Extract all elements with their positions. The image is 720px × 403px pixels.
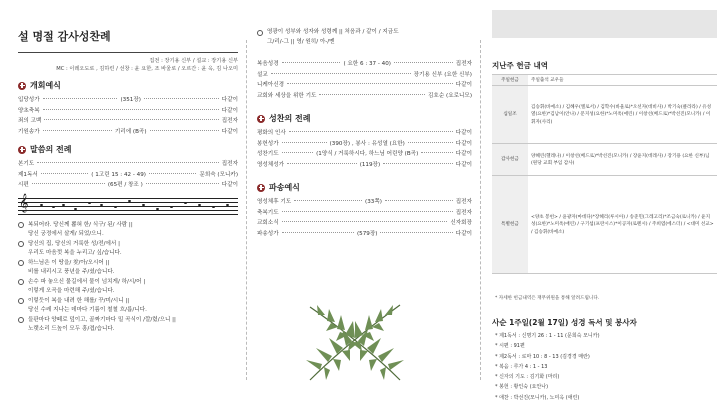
credit-line: 집전 : 장기용 신부 / 설교 : 장기용 신부: [149, 58, 238, 64]
row-person: 집전자: [221, 161, 238, 167]
row-person: 다같이: [455, 151, 472, 157]
section-title: 파송예식: [269, 183, 300, 192]
row-detail: 기리에 (B곡): [114, 128, 147, 135]
row-detail: (351장): [120, 97, 141, 103]
palm-branch-icon: [290, 285, 420, 385]
right-column: [487, 10, 717, 400]
row-name: 영성체성가: [257, 161, 285, 168]
psalm-verse: 복되어라. 당신께 뽑혀 한/ 식구/ 된/ 사람 ||: [18, 221, 238, 231]
order-row: [257, 218, 472, 229]
circle-icon: [18, 241, 24, 247]
order-list: [257, 59, 472, 101]
order-row: [257, 91, 472, 102]
row-name: 죄의 고백: [18, 118, 42, 124]
row-name: 교회소식: [257, 220, 279, 226]
psalm-verse: 손수 파 놓으신 물길에서 물이 넘치게/ 하/시/어 |: [18, 278, 238, 288]
psalm-verse: 하느님은 이 땅을/ 찾/아/오시어 ||: [18, 259, 238, 269]
circle-icon: [18, 317, 24, 323]
circle-icon: [18, 222, 24, 228]
row-name: 성찬기도: [257, 151, 279, 157]
cross-icon: [18, 82, 26, 90]
psalm-response: 이렇게 오곡을 마련해 주/셨/습니다.: [28, 288, 115, 294]
section-title: 개회예식: [30, 81, 61, 90]
row-person: 다같이: [221, 128, 239, 135]
cross-icon: [18, 146, 26, 154]
row-person: 문희숙 (모니카): [199, 171, 239, 178]
order-row: [18, 159, 238, 170]
order-row: [257, 70, 472, 81]
week-title: 사순 1주일(2월 17일) 성경 독서 및 봉사자: [492, 318, 637, 327]
offering-table: [492, 74, 717, 274]
row-person: 장기용 신부 (요한 신부): [413, 71, 472, 78]
treble-clef-icon: 𝄞: [19, 192, 29, 212]
psalm-verse: 당신의 집, 당신의 거룩한 성/전/에서 |: [18, 240, 238, 250]
order-row: [257, 149, 472, 160]
row-person: 다같이: [221, 107, 238, 114]
list-item: * 봉헌 : 황인숙 (요안나): [495, 384, 549, 391]
row-detail: ( 요한 6 : 37 - 40): [343, 61, 391, 67]
row-person: 다같이: [455, 130, 472, 136]
psalm-response: 노랫소리 드높이 모두 흥/겹/습니다.: [28, 326, 115, 332]
row-name: 입당성가: [18, 97, 40, 103]
order-row: [18, 170, 238, 181]
offering-type: 십일조: [492, 86, 528, 144]
psalm-response: 당신 수레 지나는 데마다 기름이 철철 흐/릅/니다.: [28, 307, 147, 313]
row-person: 신자회장: [450, 220, 472, 226]
list-item: * 시편 : 91편: [495, 343, 525, 350]
order-row: [257, 197, 472, 208]
circle-icon: [18, 260, 24, 266]
row-person: 다같이: [221, 97, 239, 103]
psalm-response: 당신 궁정에서 살게/ 되었/으니.: [28, 231, 104, 237]
section-heading: [257, 182, 472, 193]
row-name: 복음성경: [257, 61, 279, 67]
row-name: 니케아신경: [257, 82, 285, 88]
list-item: * 복음 : 루가 4 : 1 - 13: [495, 363, 548, 370]
order-row: [257, 80, 472, 91]
row-name: 교회와 세상을 위한 기도: [257, 92, 317, 99]
credits: [18, 57, 238, 73]
psalm-response: 비를 내리시고 풍년을 주/셨/습니다.: [28, 269, 115, 275]
section-heading: [18, 80, 238, 91]
row-detail: (1양식 / 거룩하시다, 하느님 어린양 (B곡): [316, 151, 419, 157]
table-row: [492, 176, 717, 274]
section-title: 성찬의 전례: [269, 114, 311, 123]
list-item: * 신자의 기도 : 김기화 (마리): [495, 374, 560, 381]
order-row: [18, 116, 238, 127]
offering-donors: 김승휘(바예소) / 김혜우(엘로서) / 김학수(바울로)*오선자(데비사) / 박기숙(클라라) / 유성열(요한)*김남이(안나) / 문지성(요한)*노미옥(애린) / 이창선(베드로)*박선진(모니카) / 이휘자(사리): [528, 86, 717, 144]
order-list: [257, 128, 472, 170]
row-person: 집전자: [455, 209, 472, 216]
psalm-verses: [18, 221, 238, 335]
order-row: [257, 128, 472, 139]
left-column: [18, 28, 238, 335]
table-row: [492, 144, 717, 176]
page-title: 설 명절 감사성찬례: [18, 30, 111, 43]
order-row: [257, 139, 472, 150]
psalm-verse: 이렇듯이 복을 내려 한 해를/ 꾸/미/시니 ||: [18, 297, 238, 307]
order-list: [18, 159, 238, 191]
row-name: 봉헌성가: [257, 140, 279, 147]
row-detail: (33쪽): [365, 199, 382, 205]
offering-donors: <양초 봉헌> / 윤광자(마데다)*장혜리(루시아) / 송준민(그레고리)*조금숙(로니카) / 윤지성(요한)*노미옥(애린) / 구기섭(프란시스)*이공자(로렌시) / 주희엽(에스더) / <대미 선교> / 김승휘(바예소): [528, 176, 717, 274]
offering-type: 감사헌금: [492, 144, 528, 176]
offering-type: 주일헌금: [492, 75, 528, 86]
table-row: [492, 75, 717, 86]
order-row: [18, 95, 238, 106]
list-item: * 제1독서 : 신명기 26 : 1 - 11 (문희숙 모니카): [495, 333, 600, 339]
header-box: [492, 10, 717, 38]
row-person: 다같이: [455, 140, 473, 147]
psalm-response: 우리도 마음껏 복을 누리고/ 싶/습니다.: [28, 250, 122, 256]
table-row: [492, 86, 717, 144]
order-list: [18, 95, 238, 137]
section-title: 말씀의 전례: [30, 145, 72, 154]
row-person: 다같이: [455, 230, 473, 237]
column-divider: [246, 40, 247, 380]
offering-title: 지난주 헌금 내역: [492, 61, 548, 70]
offering-donors: 주일출석 교우들: [528, 75, 717, 86]
week-list: [495, 331, 600, 403]
list-item: * 애찬 : 박선진(모니카), 노미옥 (애린): [495, 394, 580, 401]
order-row: [18, 106, 238, 117]
row-name: 영성체후 기도: [257, 199, 292, 205]
row-name: 양초축복: [18, 107, 40, 114]
row-name: 기원송가: [18, 128, 40, 135]
order-row: [257, 160, 472, 171]
offering-donors: 양혜린(헬레나) / 이창선(베드로)*박선진(모니카) / 장윤지(데레사) / 장기용 (요한 신부)님 (원당 교회 부임 감사): [528, 144, 717, 176]
row-person: 집전자: [221, 118, 238, 124]
psalm-verse: 영광이 성부와 성자와 성령께 || 처음과 / 같이 / 지금도: [257, 28, 472, 38]
row-name: 파송성가: [257, 230, 279, 237]
row-person: 다같이: [455, 82, 472, 88]
order-row: [257, 59, 472, 70]
row-name: 축복기도: [257, 209, 279, 216]
offering-note: * 자세한 헌금내역은 재무위원을 통해 알려드립니다.: [495, 296, 600, 301]
row-person: 집전자: [455, 199, 472, 205]
circle-icon: [257, 30, 263, 36]
order-row: [18, 180, 238, 191]
cross-icon: [257, 115, 265, 123]
middle-column: [257, 28, 472, 239]
column-divider: [480, 40, 481, 380]
title-divider: [18, 52, 238, 53]
row-name: 평화의 인사: [257, 130, 286, 136]
psalm-verse: 들판마다 양떼로 덮이고, 골짜기마다 밀 곡식이 /깔/렸/으니 ||: [18, 316, 238, 326]
row-name: 시편: [18, 182, 29, 188]
row-person: 다같이: [221, 182, 239, 188]
row-detail: (579장): [356, 230, 378, 237]
row-person: 집전자: [455, 61, 473, 67]
order-row: [257, 208, 472, 219]
cross-icon: [257, 184, 265, 192]
row-detail: (390장) , 봉사 : 유성열 (요한): [329, 140, 405, 147]
circle-icon: [18, 279, 24, 285]
row-name: 제1독서: [18, 171, 38, 178]
order-list: [257, 197, 472, 239]
list-item: * 제2독서 : 로마 10 : 8 - 13 (김경경 매란): [495, 353, 590, 360]
section-heading: [257, 113, 472, 124]
credit-line: MC : 이레오도로 , 김하린 / 선창 : 윤 요한, 조 바울로 / 오르간 : 윤 옥, 김 나오미: [56, 66, 238, 72]
row-detail: (65편 / 창조 ): [107, 182, 143, 188]
order-row: [257, 229, 472, 240]
psalm-tone-staff: [18, 192, 238, 215]
row-person: 김호순 (요로니모): [428, 92, 472, 99]
circle-icon: [18, 298, 24, 304]
row-person: 다같이: [455, 161, 473, 168]
row-detail: (119장): [359, 161, 381, 168]
order-row: [18, 127, 238, 138]
row-name: 본기도: [18, 161, 35, 167]
row-detail: ( 1고린 15 : 42 - 49): [91, 171, 146, 178]
psalm-response: 그/리/-그 || 영/ 원히/ 아-/멘: [267, 38, 335, 45]
offering-type: 특별헌금: [492, 176, 528, 274]
row-name: 설교: [257, 71, 268, 78]
section-heading: [18, 144, 238, 155]
